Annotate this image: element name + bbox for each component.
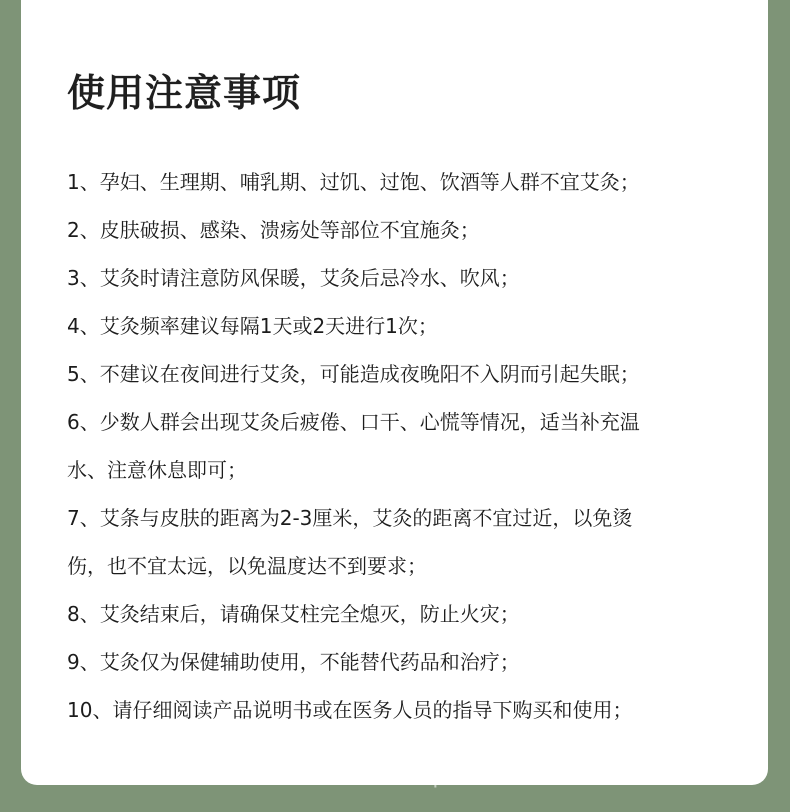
notice-line: 3、艾灸时请注意防风保暖，艾灸后忌冷水、吹风； <box>67 266 520 290</box>
notice-line: 伤，也不宜太远，以免温度达不到要求； <box>67 554 427 578</box>
shop-watermark: shop59060065.en.1688.com <box>392 764 721 789</box>
notice-line: 2、皮肤破损、感染、溃疡处等部位不宜施灸； <box>67 218 480 242</box>
notice-card <box>21 0 768 785</box>
notice-line: 4、艾灸频率建议每隔1天或2天进行1次； <box>67 314 438 338</box>
page-title: 使用注意事项 <box>67 71 302 115</box>
notice-list <box>67 158 739 734</box>
notice-line: 8、艾灸结束后，请确保艾柱完全熄灭，防止火灾； <box>67 602 520 626</box>
notice-line: 5、不建议在夜间进行艾灸，可能造成夜晚阳不入阴而引起失眠； <box>67 362 640 386</box>
notice-line: 水、注意休息即可； <box>67 458 247 482</box>
notice-line: 7、艾条与皮肤的距离为2-3厘米，艾灸的距离不宜过近，以免烫 <box>67 506 633 530</box>
notice-line: 1、孕妇、生理期、哺乳期、过饥、过饱、饮酒等人群不宜艾灸； <box>67 170 640 194</box>
notice-line: 10、请仔细阅读产品说明书或在医务人员的指导下购买和使用； <box>67 698 633 722</box>
notice-line: 9、艾灸仅为保健辅助使用，不能替代药品和治疗； <box>67 650 520 674</box>
notice-line: 6、少数人群会出现艾灸后疲倦、口干、心慌等情况，适当补充温 <box>67 410 640 434</box>
